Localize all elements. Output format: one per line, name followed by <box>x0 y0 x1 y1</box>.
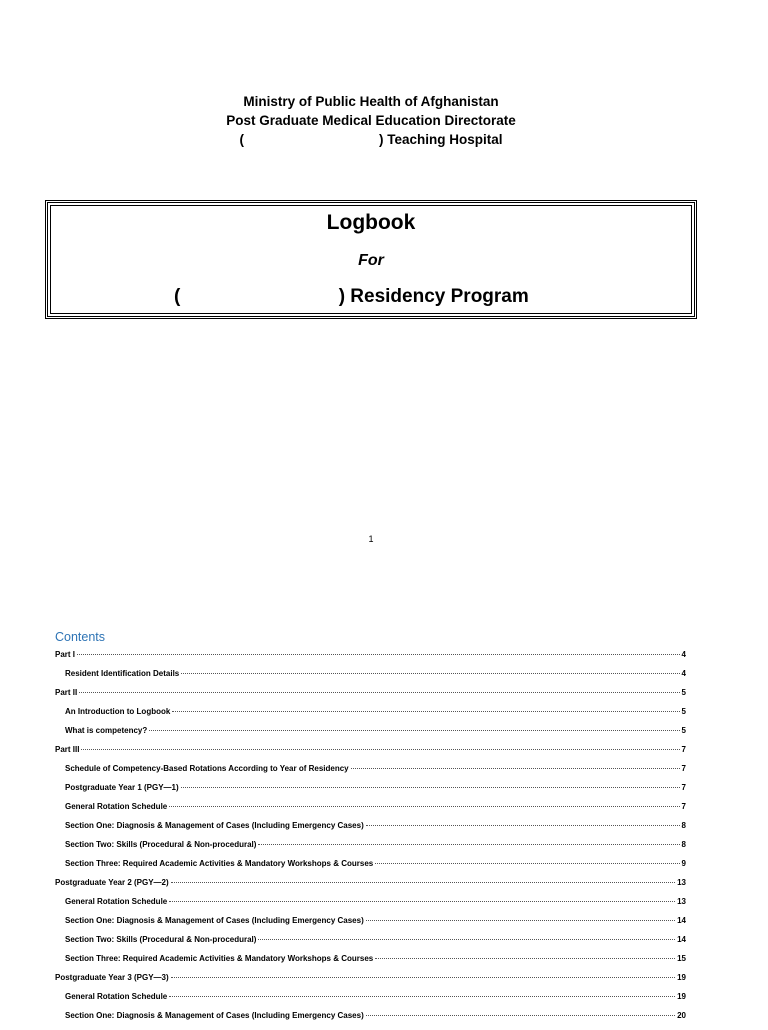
toc-entry-title: Section Three: Required Academic Activities & Mandatory Workshops & Courses <box>65 859 374 868</box>
toc-entry[interactable] <box>55 897 686 916</box>
toc-entry[interactable] <box>55 992 686 1011</box>
toc-dot-leader <box>181 673 679 674</box>
toc-dot-leader <box>79 692 679 693</box>
toc-entry-page: 20 <box>677 1011 686 1020</box>
ministry-name: Ministry of Public Health of Afghanistan <box>243 94 499 109</box>
toc-entry-title: Part II <box>55 688 78 697</box>
toc-entry-page: 13 <box>677 878 686 887</box>
toc-entry-page: 19 <box>677 973 686 982</box>
directorate-name: Post Graduate Medical Education Directorate <box>226 113 516 128</box>
table-of-contents <box>55 650 686 1030</box>
toc-entry[interactable] <box>55 821 686 840</box>
toc-entry[interactable] <box>55 764 686 783</box>
toc-entry-page: 7 <box>681 783 686 792</box>
toc-entry[interactable] <box>55 688 686 707</box>
toc-entry-title: Part I <box>55 650 76 659</box>
title-box <box>45 200 697 319</box>
toc-entry[interactable] <box>55 954 686 973</box>
toc-entry-title: Postgraduate Year 2 (PGY—2) <box>55 878 169 887</box>
toc-dot-leader <box>169 806 679 807</box>
toc-entry-page: 5 <box>681 726 686 735</box>
toc-entry-page: 14 <box>677 916 686 925</box>
document-header <box>0 92 742 149</box>
toc-entry-title: Section One: Diagnosis & Management of Cases (Including Emergency Cases) <box>65 1011 364 1020</box>
logbook-title: Logbook <box>326 211 416 234</box>
toc-entry[interactable] <box>55 973 686 992</box>
toc-entry-page: 8 <box>681 821 686 830</box>
toc-entry-title: Section Two: Skills (Procedural & Non-procedural) <box>65 840 257 849</box>
toc-entry[interactable] <box>55 783 686 802</box>
toc-entry-title: Section One: Diagnosis & Management of Cases (Including Emergency Cases) <box>65 916 364 925</box>
toc-entry[interactable] <box>55 935 686 954</box>
toc-entry-page: 7 <box>681 764 686 773</box>
toc-dot-leader <box>81 749 679 750</box>
toc-entry[interactable] <box>55 859 686 878</box>
toc-dot-leader <box>169 901 675 902</box>
toc-entry-page: 8 <box>681 840 686 849</box>
page-number: 1 <box>368 534 374 544</box>
toc-entry-title: What is competency? <box>65 726 148 735</box>
toc-entry[interactable] <box>55 707 686 726</box>
toc-entry-title: General Rotation Schedule <box>65 897 168 906</box>
toc-entry-title: Schedule of Competency-Based Rotations According to Year of Residency <box>65 764 349 773</box>
toc-dot-leader <box>366 825 680 826</box>
toc-entry-title: Part III <box>55 745 80 754</box>
toc-dot-leader <box>375 863 679 864</box>
contents-heading: Contents <box>55 630 106 644</box>
toc-entry-title: General Rotation Schedule <box>65 992 168 1001</box>
toc-entry-title: An Introduction to Logbook <box>65 707 171 716</box>
toc-entry-title: Postgraduate Year 3 (PGY—3) <box>55 973 169 982</box>
toc-dot-leader <box>172 711 679 712</box>
toc-dot-leader <box>366 920 675 921</box>
toc-entry-title: Resident Identification Details <box>65 669 180 678</box>
for-label: For <box>358 252 384 269</box>
toc-entry[interactable] <box>55 726 686 745</box>
residency-program-title: ( ) Residency Program <box>174 286 529 307</box>
toc-entry[interactable] <box>55 745 686 764</box>
toc-dot-leader <box>181 787 680 788</box>
toc-entry-title: General Rotation Schedule <box>65 802 168 811</box>
toc-dot-leader <box>366 1015 675 1016</box>
toc-entry-page: 5 <box>681 688 686 697</box>
toc-entry-page: 5 <box>681 707 686 716</box>
toc-entry-page: 7 <box>681 745 686 754</box>
toc-entry-page: 13 <box>677 897 686 906</box>
toc-entry[interactable] <box>55 840 686 859</box>
toc-dot-leader <box>258 939 675 940</box>
toc-entry-title: Postgraduate Year 1 (PGY—1) <box>65 783 179 792</box>
toc-entry-page: 7 <box>681 802 686 811</box>
toc-entry[interactable] <box>55 650 686 669</box>
toc-dot-leader <box>258 844 679 845</box>
toc-entry-title: Section One: Diagnosis & Management of Cases (Including Emergency Cases) <box>65 821 364 830</box>
toc-entry[interactable] <box>55 669 686 688</box>
toc-entry[interactable] <box>55 1011 686 1030</box>
toc-dot-leader <box>171 977 675 978</box>
toc-entry[interactable] <box>55 916 686 935</box>
toc-entry-page: 4 <box>681 650 686 659</box>
toc-entry-title: Section Two: Skills (Procedural & Non-procedural) <box>65 935 257 944</box>
toc-dot-leader <box>375 958 675 959</box>
toc-dot-leader <box>351 768 680 769</box>
toc-dot-leader <box>171 882 675 883</box>
hospital-name: ( ) Teaching Hospital <box>239 132 503 147</box>
toc-entry[interactable] <box>55 878 686 897</box>
toc-entry-page: 4 <box>681 669 686 678</box>
toc-entry[interactable] <box>55 802 686 821</box>
toc-entry-page: 9 <box>681 859 686 868</box>
toc-entry-page: 15 <box>677 954 686 963</box>
toc-entry-page: 14 <box>677 935 686 944</box>
toc-entry-title: Section Three: Required Academic Activities & Mandatory Workshops & Courses <box>65 954 374 963</box>
toc-entry-page: 19 <box>677 992 686 1001</box>
toc-dot-leader <box>77 654 680 655</box>
toc-dot-leader <box>149 730 679 731</box>
toc-dot-leader <box>169 996 675 997</box>
